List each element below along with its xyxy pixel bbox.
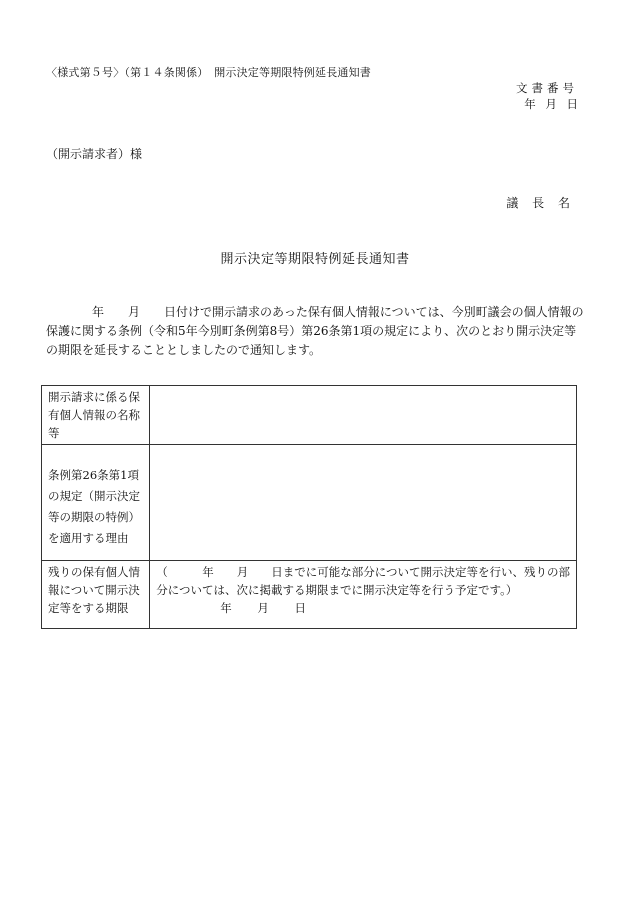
document-title: 開示決定等期限特例延長通知書 xyxy=(220,252,410,267)
document-number-label: 文書番号 xyxy=(516,81,578,95)
form-label: 〈様式第５号〉（第１４条関係） 開示決定等期限特例延長通知書 xyxy=(46,66,371,79)
row-value-info-name xyxy=(150,386,577,445)
row-label-deadline: 残りの保有個人情報について開示決定等をする期限 xyxy=(42,561,150,629)
row-label-reason: 条例第26条第1項の規定（開示決定等の期限の特例）を適用する理由 xyxy=(42,445,150,561)
deadline-note-line1: （ 年 月 日までに可能な部分について開示決定等を行い、残りの部 xyxy=(156,565,570,579)
row-label-info-name: 開示請求に係る保有個人情報の名称等 xyxy=(42,386,150,445)
document-date-label: 年 月 日 xyxy=(524,97,578,111)
recipient: （開示請求者）様 xyxy=(46,147,143,161)
row-value-reason xyxy=(150,445,577,561)
sender-chair-name: 議 長 名 xyxy=(506,196,570,210)
info-table xyxy=(41,385,577,629)
deadline-date: 年 月 日 xyxy=(220,601,307,615)
row-value-deadline xyxy=(150,561,577,629)
table-row xyxy=(42,445,577,561)
table-row xyxy=(42,386,577,445)
table-row xyxy=(42,561,577,629)
deadline-note-line2: 分については、次に掲載する期限までに開示決定等を行う予定です。） xyxy=(156,583,518,597)
body-text: 年 月 日付けで開示請求のあった保有個人情報については、今別町議会の個人情報の保護に関する条例（令和5年今別町条例第8号）第26条第1項の規定により、次のとおり開示決定等の期限を延長することとしましたので通知します。 xyxy=(46,305,584,357)
